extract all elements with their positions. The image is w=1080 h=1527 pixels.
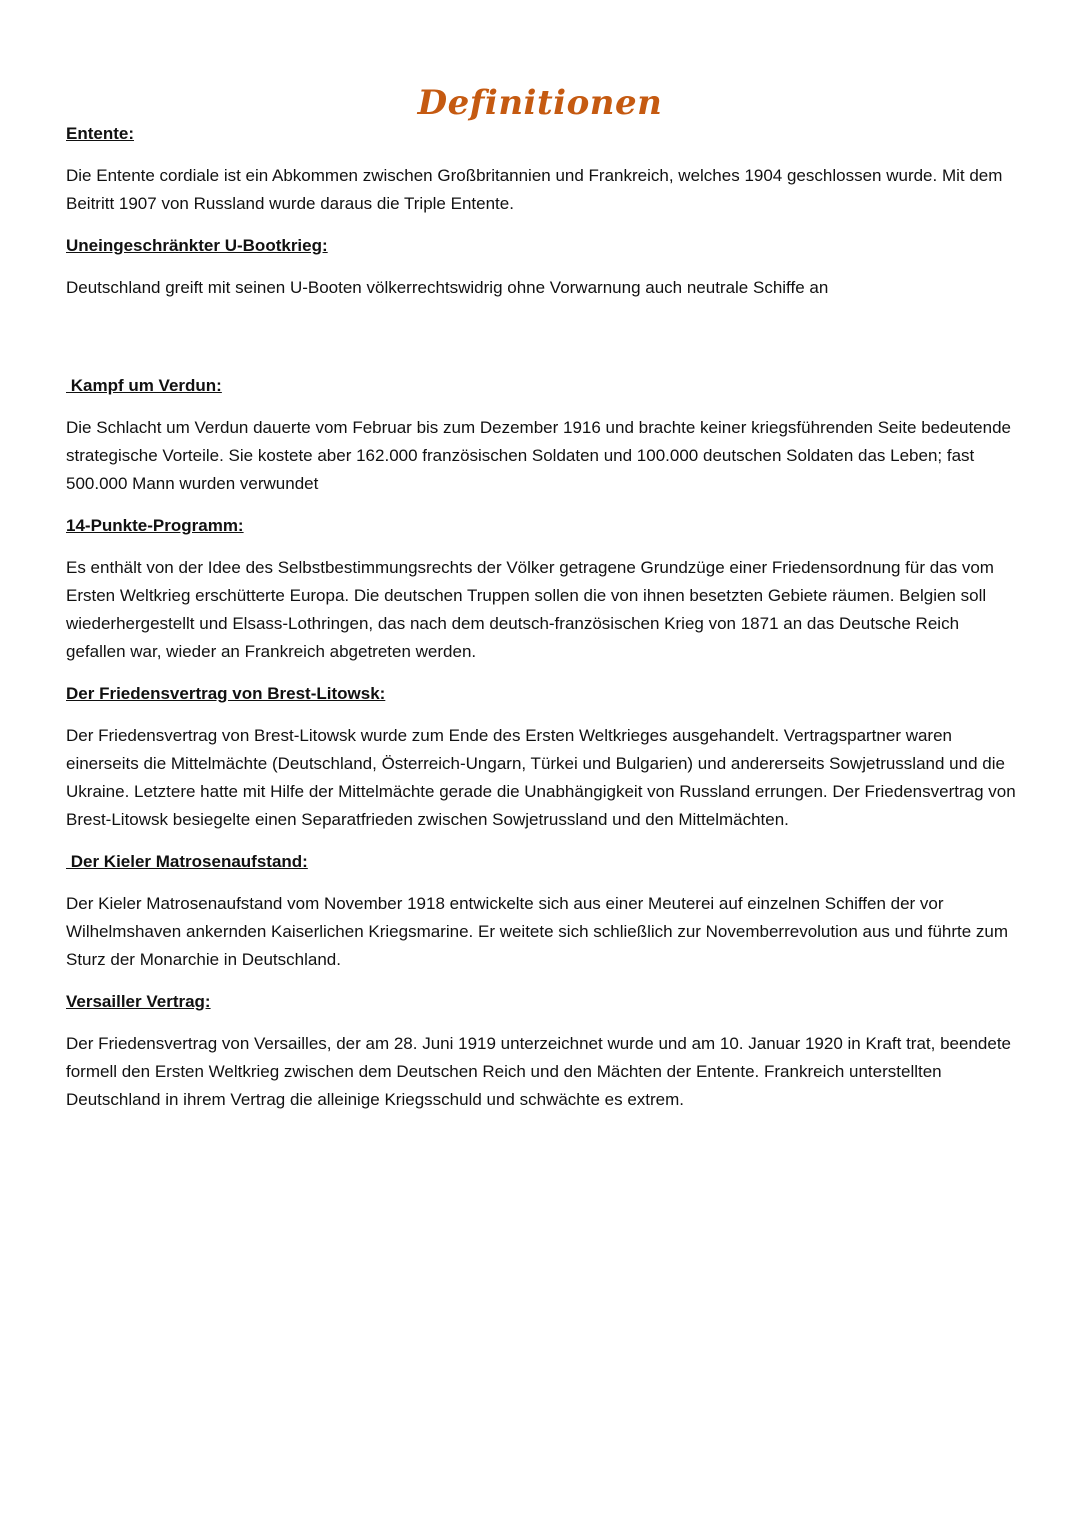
definition-entente	[66, 120, 1016, 218]
definition-versailler-vertrag	[66, 988, 1016, 1114]
section-body: Der Friedensvertrag von Brest-Litowsk wurde zum Ende des Ersten Weltkrieges ausgehandelt. Vertragspartner waren einerseits die Mittelmächte (Deutschland, Österreich-Ungarn, Türkei und Bulgarien) und andererseits Sowjetrussland und die Ukraine. Letztere hatte mit Hilfe der Mittelmächte gerade die Unabhängigkeit von Russland errungen. Der Friedensvertrag von Brest-Litowsk besiegelte einen Separatfrieden zwischen Sowjetrussland und den Mittelmächten.	[66, 726, 1016, 829]
section-heading: Versailler Vertrag:	[66, 992, 211, 1011]
definition-brest-litowsk	[66, 680, 1016, 834]
section-heading: Der Friedensvertrag von Brest-Litowsk:	[66, 684, 386, 703]
section-body: Die Entente cordiale ist ein Abkommen zwischen Großbritannien und Frankreich, welches 1904 geschlossen wurde. Mit dem Beitritt 1907 von Russland wurde daraus die Triple Entente.	[66, 166, 1003, 213]
spacer	[66, 316, 1016, 372]
section-body: Der Friedensvertrag von Versailles, der am 28. Juni 1919 unterzeichnet wurde und am 10. Januar 1920 in Kraft trat, beendete formell den Ersten Weltkrieg zwischen dem Deutschen Reich und den Mächten der Entente. Frankreich unterstellten Deutschland in ihrem Vertrag die alleinige Kriegsschuld und schwächte es extrem.	[66, 1034, 1011, 1109]
definition-u-bootkrieg	[66, 232, 1016, 372]
definition-kieler-matrosenaufstand	[66, 848, 1016, 974]
section-body: Es enthält von der Idee des Selbstbestimmungsrechts der Völker getragene Grundzüge einer Friedensordnung für das vom Ersten Weltkrieg erschütterte Europa. Die deutschen Truppen sollen die von ihnen besetzten Gebiete räumen. Belgien soll wiederhergestellt und Elsass-Lothringen, das nach dem deutsch-französischen Krieg von 1871 an das Deutsche Reich gefallen war, wieder an Frankreich abgetreten werden.	[66, 558, 994, 661]
definition-14-punkte	[66, 512, 1016, 666]
section-heading: Kampf um Verdun:	[66, 376, 222, 395]
section-heading: Uneingeschränkter U-Bootkrieg:	[66, 236, 328, 255]
section-heading: Entente:	[66, 124, 134, 143]
section-heading: 14-Punkte-Programm:	[66, 516, 244, 535]
section-body: Der Kieler Matrosenaufstand vom November 1918 entwickelte sich aus einer Meuterei auf einzelnen Schiffen der vor Wilhelmshaven ankernden Kaiserlichen Kriegsmarine. Er weitete sich schließlich zur Novemberrevolution aus und führte zum Sturz der Monarchie in Deutschland.	[66, 894, 1009, 969]
section-body: Die Schlacht um Verdun dauerte vom Februar bis zum Dezember 1916 und brachte keiner kriegsführenden Seite bedeutende strategische Vorteile. Sie kostete aber 162.000 französischen Soldaten und 100.000 deutschen Soldaten das Leben; fast 500.000 Mann wurden verwundet	[66, 418, 1012, 493]
section-body: Deutschland greift mit seinen U-Booten völkerrechtswidrig ohne Vorwarnung auch neutrale Schiffe an	[66, 278, 829, 297]
definitions-list	[66, 120, 1016, 1128]
section-heading: Der Kieler Matrosenaufstand:	[66, 852, 308, 871]
page-title: Definitionen	[417, 82, 663, 123]
definition-verdun	[66, 372, 1016, 498]
